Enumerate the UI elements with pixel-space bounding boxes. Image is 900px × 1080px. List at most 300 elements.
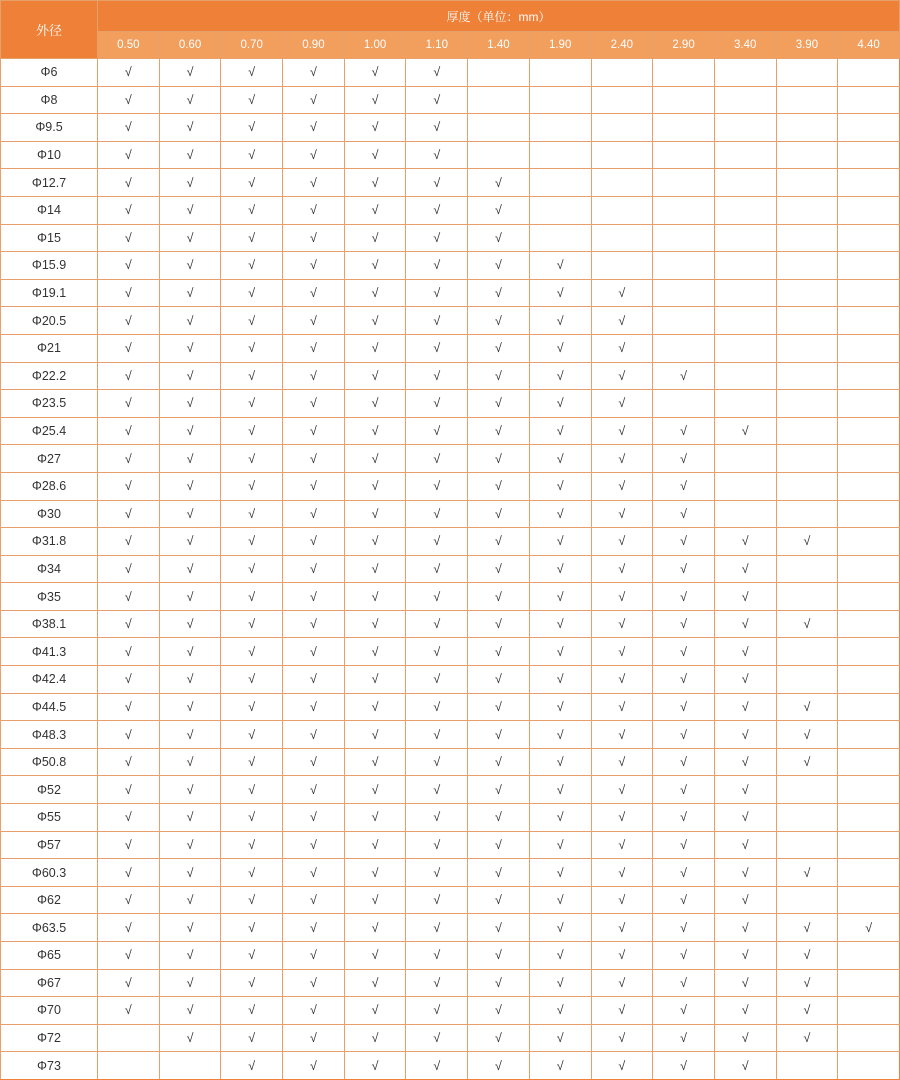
cell-available bbox=[98, 307, 160, 335]
table-row bbox=[1, 390, 900, 418]
cell-available bbox=[283, 417, 345, 445]
cell-available bbox=[344, 59, 406, 87]
check-icon: √ bbox=[618, 341, 626, 356]
check-icon: √ bbox=[309, 120, 317, 135]
cell-empty bbox=[591, 59, 653, 87]
check-icon: √ bbox=[741, 782, 749, 797]
cell-available bbox=[529, 362, 591, 390]
cell-available bbox=[714, 831, 776, 859]
check-icon: √ bbox=[556, 313, 564, 328]
cell-empty bbox=[776, 224, 838, 252]
cell-available bbox=[653, 445, 715, 473]
cell-available bbox=[159, 472, 221, 500]
cell-available bbox=[283, 252, 345, 280]
cell-available bbox=[283, 472, 345, 500]
cell-outer-diameter: Φ72 bbox=[1, 1024, 98, 1052]
table-row bbox=[1, 859, 900, 887]
cell-available bbox=[159, 914, 221, 942]
check-icon: √ bbox=[495, 451, 502, 466]
cell-empty bbox=[838, 969, 900, 997]
check-icon: √ bbox=[371, 506, 379, 521]
check-icon: √ bbox=[309, 589, 317, 604]
cell-empty bbox=[838, 252, 900, 280]
cell-empty bbox=[653, 59, 715, 87]
cell-available bbox=[159, 59, 221, 87]
check-icon: √ bbox=[433, 1003, 441, 1018]
check-icon: √ bbox=[618, 396, 626, 411]
check-icon: √ bbox=[186, 120, 194, 135]
check-icon: √ bbox=[248, 1003, 256, 1018]
cell-available bbox=[653, 748, 715, 776]
cell-available bbox=[283, 362, 345, 390]
cell-available bbox=[776, 914, 838, 942]
check-icon: √ bbox=[433, 313, 441, 328]
column-header-thickness-group: 厚度（单位：mm） bbox=[98, 1, 900, 32]
cell-available bbox=[529, 472, 591, 500]
cell-available bbox=[406, 279, 468, 307]
check-icon: √ bbox=[741, 975, 749, 990]
cell-empty bbox=[838, 196, 900, 224]
check-icon: √ bbox=[248, 148, 256, 163]
check-icon: √ bbox=[433, 368, 441, 383]
cell-outer-diameter: Φ60.3 bbox=[1, 859, 98, 887]
cell-empty bbox=[838, 472, 900, 500]
check-icon: √ bbox=[248, 893, 256, 908]
check-icon: √ bbox=[680, 975, 687, 990]
check-icon: √ bbox=[124, 617, 132, 632]
cell-available bbox=[406, 334, 468, 362]
check-icon: √ bbox=[124, 313, 132, 328]
cell-empty bbox=[714, 500, 776, 528]
cell-available bbox=[406, 196, 468, 224]
cell-available bbox=[406, 362, 468, 390]
check-icon: √ bbox=[618, 782, 626, 797]
cell-available bbox=[221, 362, 283, 390]
cell-empty bbox=[591, 86, 653, 114]
check-icon: √ bbox=[433, 175, 441, 190]
check-icon: √ bbox=[495, 341, 502, 356]
check-icon: √ bbox=[433, 65, 441, 80]
check-icon: √ bbox=[248, 120, 256, 135]
cell-outer-diameter: Φ14 bbox=[1, 196, 98, 224]
cell-available bbox=[406, 831, 468, 859]
cell-empty bbox=[468, 141, 530, 169]
cell-available bbox=[714, 804, 776, 832]
cell-available bbox=[529, 914, 591, 942]
check-icon: √ bbox=[248, 644, 256, 659]
column-header-thickness: 3.40 bbox=[714, 32, 776, 59]
cell-available bbox=[159, 500, 221, 528]
check-icon: √ bbox=[309, 286, 317, 301]
cell-empty bbox=[468, 86, 530, 114]
cell-available bbox=[653, 831, 715, 859]
cell-available bbox=[714, 721, 776, 749]
cell-available bbox=[468, 748, 530, 776]
cell-available bbox=[98, 362, 160, 390]
cell-available bbox=[159, 224, 221, 252]
cell-available bbox=[591, 390, 653, 418]
check-icon: √ bbox=[309, 810, 317, 825]
cell-empty bbox=[776, 252, 838, 280]
cell-outer-diameter: Φ70 bbox=[1, 997, 98, 1025]
cell-empty bbox=[653, 169, 715, 197]
cell-empty bbox=[838, 886, 900, 914]
check-icon: √ bbox=[371, 286, 379, 301]
cell-empty bbox=[838, 59, 900, 87]
cell-outer-diameter: Φ23.5 bbox=[1, 390, 98, 418]
cell-available bbox=[283, 859, 345, 887]
cell-available bbox=[221, 445, 283, 473]
cell-available bbox=[344, 969, 406, 997]
cell-available bbox=[714, 776, 776, 804]
check-icon: √ bbox=[495, 479, 502, 494]
cell-empty bbox=[591, 252, 653, 280]
cell-available bbox=[283, 500, 345, 528]
check-icon: √ bbox=[248, 313, 256, 328]
check-icon: √ bbox=[741, 727, 749, 742]
check-icon: √ bbox=[186, 782, 194, 797]
check-icon: √ bbox=[309, 424, 317, 439]
cell-empty bbox=[838, 859, 900, 887]
cell-available bbox=[283, 914, 345, 942]
check-icon: √ bbox=[556, 479, 564, 494]
cell-empty bbox=[714, 86, 776, 114]
cell-available bbox=[344, 196, 406, 224]
check-icon: √ bbox=[186, 672, 194, 687]
check-icon: √ bbox=[433, 727, 441, 742]
cell-empty bbox=[838, 693, 900, 721]
check-icon: √ bbox=[680, 727, 687, 742]
cell-available bbox=[406, 114, 468, 142]
cell-available bbox=[714, 417, 776, 445]
cell-available bbox=[344, 666, 406, 694]
check-icon: √ bbox=[186, 948, 194, 963]
check-icon: √ bbox=[371, 203, 379, 218]
cell-available bbox=[344, 500, 406, 528]
check-icon: √ bbox=[186, 755, 194, 770]
check-icon: √ bbox=[618, 506, 626, 521]
check-icon: √ bbox=[309, 948, 317, 963]
cell-available bbox=[159, 555, 221, 583]
cell-available bbox=[776, 942, 838, 970]
check-icon: √ bbox=[618, 755, 626, 770]
cell-available bbox=[714, 638, 776, 666]
cell-available bbox=[221, 721, 283, 749]
check-icon: √ bbox=[186, 65, 194, 80]
check-icon: √ bbox=[803, 920, 811, 935]
check-icon: √ bbox=[309, 230, 317, 245]
check-icon: √ bbox=[556, 451, 564, 466]
cell-available bbox=[344, 748, 406, 776]
table-row bbox=[1, 666, 900, 694]
cell-available bbox=[283, 307, 345, 335]
cell-available bbox=[98, 997, 160, 1025]
check-icon: √ bbox=[371, 1031, 379, 1046]
cell-available bbox=[406, 804, 468, 832]
table-row bbox=[1, 1052, 900, 1080]
table-row bbox=[1, 886, 900, 914]
cell-empty bbox=[838, 362, 900, 390]
cell-empty bbox=[776, 500, 838, 528]
cell-available bbox=[344, 942, 406, 970]
cell-available bbox=[776, 969, 838, 997]
check-icon: √ bbox=[556, 975, 564, 990]
cell-available bbox=[221, 666, 283, 694]
cell-available bbox=[776, 859, 838, 887]
check-icon: √ bbox=[371, 258, 379, 273]
cell-empty bbox=[838, 748, 900, 776]
check-icon: √ bbox=[248, 451, 256, 466]
check-icon: √ bbox=[618, 975, 626, 990]
cell-available bbox=[529, 390, 591, 418]
cell-available bbox=[283, 114, 345, 142]
cell-available bbox=[591, 445, 653, 473]
cell-empty bbox=[776, 196, 838, 224]
check-icon: √ bbox=[124, 672, 132, 687]
cell-available bbox=[529, 279, 591, 307]
cell-available bbox=[653, 638, 715, 666]
cell-available bbox=[98, 114, 160, 142]
cell-empty bbox=[714, 307, 776, 335]
check-icon: √ bbox=[124, 92, 132, 107]
check-icon: √ bbox=[186, 644, 194, 659]
cell-empty bbox=[776, 555, 838, 583]
check-icon: √ bbox=[124, 810, 132, 825]
cell-available bbox=[714, 555, 776, 583]
column-header-thickness: 3.90 bbox=[776, 32, 838, 59]
check-icon: √ bbox=[371, 230, 379, 245]
table-row bbox=[1, 914, 900, 942]
check-icon: √ bbox=[186, 975, 194, 990]
check-icon: √ bbox=[495, 948, 502, 963]
column-header-thickness: 1.00 bbox=[344, 32, 406, 59]
check-icon: √ bbox=[495, 561, 502, 576]
check-icon: √ bbox=[803, 755, 811, 770]
cell-available bbox=[98, 417, 160, 445]
cell-empty bbox=[714, 390, 776, 418]
check-icon: √ bbox=[248, 479, 256, 494]
cell-outer-diameter: Φ63.5 bbox=[1, 914, 98, 942]
cell-empty bbox=[714, 279, 776, 307]
column-header-thickness: 2.40 bbox=[591, 32, 653, 59]
cell-available bbox=[714, 997, 776, 1025]
cell-available bbox=[159, 804, 221, 832]
cell-empty bbox=[776, 886, 838, 914]
cell-available bbox=[159, 252, 221, 280]
cell-available bbox=[98, 776, 160, 804]
cell-empty bbox=[776, 169, 838, 197]
check-icon: √ bbox=[556, 1003, 564, 1018]
check-icon: √ bbox=[433, 975, 441, 990]
cell-empty bbox=[838, 831, 900, 859]
cell-available bbox=[283, 224, 345, 252]
cell-empty bbox=[776, 362, 838, 390]
cell-available bbox=[221, 610, 283, 638]
cell-available bbox=[468, 831, 530, 859]
cell-available bbox=[159, 307, 221, 335]
cell-available bbox=[283, 693, 345, 721]
check-icon: √ bbox=[865, 920, 873, 935]
cell-empty bbox=[714, 59, 776, 87]
cell-empty bbox=[653, 86, 715, 114]
cell-available bbox=[591, 555, 653, 583]
cell-available bbox=[591, 776, 653, 804]
cell-available bbox=[98, 196, 160, 224]
check-icon: √ bbox=[741, 534, 749, 549]
cell-empty bbox=[529, 224, 591, 252]
check-icon: √ bbox=[371, 175, 379, 190]
cell-empty bbox=[714, 224, 776, 252]
check-icon: √ bbox=[371, 727, 379, 742]
column-header-thickness: 0.70 bbox=[221, 32, 283, 59]
cell-available bbox=[344, 555, 406, 583]
cell-available bbox=[591, 307, 653, 335]
cell-available bbox=[98, 59, 160, 87]
cell-available bbox=[776, 528, 838, 556]
check-icon: √ bbox=[309, 506, 317, 521]
cell-available bbox=[653, 583, 715, 611]
check-icon: √ bbox=[741, 948, 749, 963]
cell-available bbox=[529, 583, 591, 611]
cell-available bbox=[283, 445, 345, 473]
check-icon: √ bbox=[371, 644, 379, 659]
cell-available bbox=[159, 969, 221, 997]
check-icon: √ bbox=[124, 893, 132, 908]
table-row bbox=[1, 528, 900, 556]
check-icon: √ bbox=[741, 424, 749, 439]
cell-available bbox=[344, 417, 406, 445]
check-icon: √ bbox=[433, 672, 441, 687]
check-icon: √ bbox=[248, 230, 256, 245]
cell-available bbox=[468, 914, 530, 942]
table-row bbox=[1, 279, 900, 307]
table-row bbox=[1, 638, 900, 666]
cell-available bbox=[468, 417, 530, 445]
cell-available bbox=[344, 721, 406, 749]
check-icon: √ bbox=[433, 810, 441, 825]
cell-available bbox=[653, 859, 715, 887]
cell-available bbox=[406, 969, 468, 997]
cell-outer-diameter: Φ41.3 bbox=[1, 638, 98, 666]
check-icon: √ bbox=[371, 451, 379, 466]
check-icon: √ bbox=[309, 175, 317, 190]
cell-outer-diameter: Φ67 bbox=[1, 969, 98, 997]
cell-available bbox=[221, 390, 283, 418]
cell-available bbox=[283, 528, 345, 556]
check-icon: √ bbox=[495, 258, 502, 273]
cell-empty bbox=[838, 610, 900, 638]
check-icon: √ bbox=[309, 396, 317, 411]
cell-available bbox=[283, 390, 345, 418]
cell-empty bbox=[838, 417, 900, 445]
check-icon: √ bbox=[495, 727, 502, 742]
check-icon: √ bbox=[371, 341, 379, 356]
column-header-thickness: 1.10 bbox=[406, 32, 468, 59]
cell-available bbox=[468, 610, 530, 638]
check-icon: √ bbox=[556, 258, 564, 273]
cell-available bbox=[406, 859, 468, 887]
cell-available bbox=[406, 1052, 468, 1080]
cell-outer-diameter: Φ34 bbox=[1, 555, 98, 583]
cell-outer-diameter: Φ22.2 bbox=[1, 362, 98, 390]
cell-empty bbox=[838, 942, 900, 970]
cell-available bbox=[283, 555, 345, 583]
cell-outer-diameter: Φ73 bbox=[1, 1052, 98, 1080]
check-icon: √ bbox=[433, 341, 441, 356]
cell-available bbox=[98, 86, 160, 114]
cell-available bbox=[159, 334, 221, 362]
check-icon: √ bbox=[248, 589, 256, 604]
cell-available bbox=[98, 555, 160, 583]
check-icon: √ bbox=[186, 258, 194, 273]
check-icon: √ bbox=[741, 865, 749, 880]
cell-empty bbox=[714, 252, 776, 280]
cell-available bbox=[591, 500, 653, 528]
check-icon: √ bbox=[618, 920, 626, 935]
check-icon: √ bbox=[248, 617, 256, 632]
cell-empty bbox=[714, 141, 776, 169]
cell-available bbox=[653, 914, 715, 942]
check-icon: √ bbox=[433, 617, 441, 632]
check-icon: √ bbox=[371, 534, 379, 549]
cell-available bbox=[529, 417, 591, 445]
cell-available bbox=[283, 831, 345, 859]
cell-available bbox=[344, 307, 406, 335]
check-icon: √ bbox=[248, 175, 256, 190]
check-icon: √ bbox=[248, 1031, 256, 1046]
check-icon: √ bbox=[495, 1058, 502, 1073]
check-icon: √ bbox=[248, 203, 256, 218]
cell-available bbox=[406, 417, 468, 445]
cell-available bbox=[468, 500, 530, 528]
cell-outer-diameter: Φ15 bbox=[1, 224, 98, 252]
check-icon: √ bbox=[433, 120, 441, 135]
column-header-thickness: 1.90 bbox=[529, 32, 591, 59]
check-icon: √ bbox=[495, 203, 502, 218]
check-icon: √ bbox=[495, 699, 502, 714]
cell-empty bbox=[591, 114, 653, 142]
table-row bbox=[1, 969, 900, 997]
cell-empty bbox=[838, 141, 900, 169]
check-icon: √ bbox=[556, 506, 564, 521]
check-icon: √ bbox=[248, 1058, 256, 1073]
check-icon: √ bbox=[309, 893, 317, 908]
column-header-outer-diameter: 外径 bbox=[1, 1, 98, 59]
cell-outer-diameter: Φ12.7 bbox=[1, 169, 98, 197]
cell-available bbox=[159, 583, 221, 611]
cell-available bbox=[529, 252, 591, 280]
check-icon: √ bbox=[309, 672, 317, 687]
check-icon: √ bbox=[186, 727, 194, 742]
check-icon: √ bbox=[124, 589, 132, 604]
check-icon: √ bbox=[309, 1003, 317, 1018]
check-icon: √ bbox=[124, 506, 132, 521]
check-icon: √ bbox=[371, 975, 379, 990]
cell-empty bbox=[714, 445, 776, 473]
cell-available bbox=[468, 942, 530, 970]
cell-available bbox=[653, 721, 715, 749]
check-icon: √ bbox=[371, 672, 379, 687]
cell-available bbox=[159, 141, 221, 169]
cell-available bbox=[98, 583, 160, 611]
check-icon: √ bbox=[309, 65, 317, 80]
cell-available bbox=[344, 610, 406, 638]
check-icon: √ bbox=[741, 561, 749, 576]
check-icon: √ bbox=[556, 755, 564, 770]
cell-empty bbox=[98, 1052, 160, 1080]
cell-empty bbox=[838, 86, 900, 114]
cell-outer-diameter: Φ8 bbox=[1, 86, 98, 114]
